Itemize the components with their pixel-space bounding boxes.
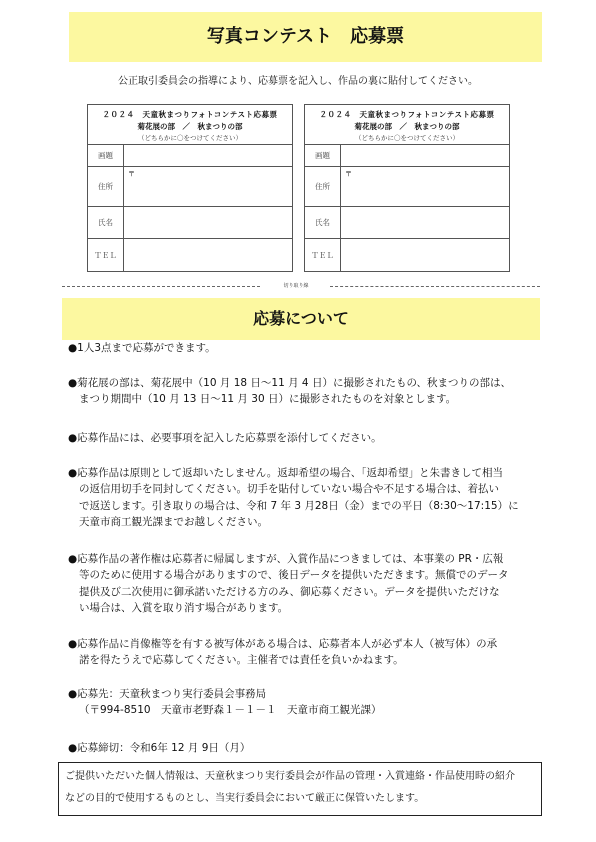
privacy-notice-line: ご提供いただいた個人情報は、天童秋まつり実行委員会が作品の管理・入賞連絡・作品使用時の紹介	[65, 771, 515, 782]
list-item-line: ●応募先：天童秋まつり実行委員会事務局	[68, 688, 267, 700]
field-label-address: 住所	[305, 167, 341, 206]
cut-line-dash-right	[330, 286, 540, 287]
entry-card-divisions: 菊花展の部 ／ 秋まつりの部	[354, 122, 460, 131]
privacy-notice-line: などの目的で使用するものとし、当実行委員会において厳正に保管いたします。	[65, 793, 425, 804]
field-label-name: 氏名	[305, 207, 341, 238]
postal-mark: 〒	[345, 170, 352, 178]
field-label-tel: ＴＥＬ	[305, 239, 341, 271]
entry-card-right	[304, 104, 510, 272]
privacy-notice-box	[58, 762, 542, 816]
list-item-line: ●応募締切：令和6年 12 月 9日（月）	[68, 742, 251, 754]
field-label-address: 住所	[88, 167, 124, 206]
entry-row-name	[88, 207, 292, 239]
entry-row-title	[305, 145, 509, 167]
entry-card-header	[305, 105, 509, 145]
entry-row-address	[88, 167, 292, 207]
list-item	[68, 465, 548, 531]
field-address-input[interactable]	[124, 167, 292, 206]
list-item	[68, 686, 548, 719]
field-address-input[interactable]	[341, 167, 509, 206]
list-item-line: 等のために使用する場合がありますので、後日データを提供いただきます。無償でのデータ	[79, 569, 509, 582]
field-tel-input[interactable]	[341, 239, 509, 271]
cut-line	[62, 283, 540, 291]
list-item-line: 諾を得たうえで応募してください。主催者では責任を負いかねます。	[79, 654, 404, 667]
field-title-input[interactable]	[124, 145, 292, 166]
list-item-line: ●応募作品の著作権は応募者に帰属しますが、入賞作品につきましては、本事業の PR・広報	[68, 553, 504, 565]
entry-row-tel	[305, 239, 509, 271]
entry-card-title: ２０２４ 天童秋まつりフォトコンテスト応募票	[102, 110, 278, 119]
list-item	[68, 740, 548, 756]
instruction-text: 公正取引委員会の指導により、応募票を記入し、作品の裏に貼付してください。	[118, 76, 478, 87]
list-item-line: まつり期間中（10 月 13 日～11 月 30 日）に撮影されたものを対象とします。	[79, 393, 457, 406]
list-item	[68, 340, 548, 356]
entry-card-divisions: 菊花展の部 ／ 秋まつりの部	[137, 122, 243, 131]
list-item-line: 天童市商工観光課までお越しください。	[79, 516, 268, 529]
entry-row-tel	[88, 239, 292, 271]
list-item-line: ●応募作品に肖像権等を有する被写体がある場合は、応募者本人が必ず本人（被写体）の承	[68, 638, 498, 650]
list-item-line: （〒994-8510 天童市老野森１－１－１ 天童市商工観光課）	[79, 704, 382, 717]
list-item	[68, 636, 548, 669]
postal-mark: 〒	[128, 170, 135, 178]
list-item	[68, 430, 548, 446]
cut-line-dash-left	[62, 286, 260, 287]
list-item-line: ●菊花展の部は、菊花展中（10 月 18 日～11 月 4 日）に撮影されたもの、秋まつりの部は、	[68, 377, 512, 389]
field-label-tel: ＴＥＬ	[88, 239, 124, 271]
page-title: 写真コンテスト 応募票	[206, 26, 405, 47]
entry-card-choose-note: （どちらかに〇をつけてください）	[355, 134, 459, 142]
list-item-line: ●応募作品には、必要事項を記入した応募票を添付してください。	[68, 432, 382, 444]
entry-card-title: ２０２４ 天童秋まつりフォトコンテスト応募票	[319, 110, 495, 119]
list-item-line: で返送します。引き取りの場合は、令和 7 年 3 月28日（金）までの平日（8:30～17:15）に	[79, 499, 519, 512]
entry-card-left	[87, 104, 293, 272]
section-title: 応募について	[253, 309, 349, 328]
field-name-input[interactable]	[124, 207, 292, 238]
entry-row-title	[88, 145, 292, 167]
entry-card-choose-note: （どちらかに〇をつけてください）	[138, 134, 242, 142]
list-item	[68, 551, 548, 617]
list-item-line: ●1人3点まで応募ができます。	[68, 342, 216, 354]
field-label-title: 画題	[305, 145, 341, 166]
list-item-line: ●応募作品は原則として返却いたしません。返却希望の場合、「返却希望」と朱書きして相当	[68, 467, 504, 479]
field-title-input[interactable]	[341, 145, 509, 166]
entry-card-header	[88, 105, 292, 145]
list-item	[68, 375, 548, 408]
entry-row-address	[305, 167, 509, 207]
cut-line-label: 切り取り線	[283, 283, 309, 289]
list-item-line: い場合は、入賞を取り消す場合があります。	[79, 602, 289, 615]
field-name-input[interactable]	[341, 207, 509, 238]
entry-row-name	[305, 207, 509, 239]
list-item-line: 提供及び二次使用に御承諾いただける方のみ、御応募ください。データを提供いただけな	[79, 585, 500, 598]
section-title-banner	[62, 298, 540, 340]
page-title-banner	[69, 12, 542, 62]
field-label-name: 氏名	[88, 207, 124, 238]
list-item-line: の返信用切手を同封してください。切手を貼付していない場合や不足する場合は、着払い	[79, 483, 499, 496]
field-label-title: 画題	[88, 145, 124, 166]
field-tel-input[interactable]	[124, 239, 292, 271]
